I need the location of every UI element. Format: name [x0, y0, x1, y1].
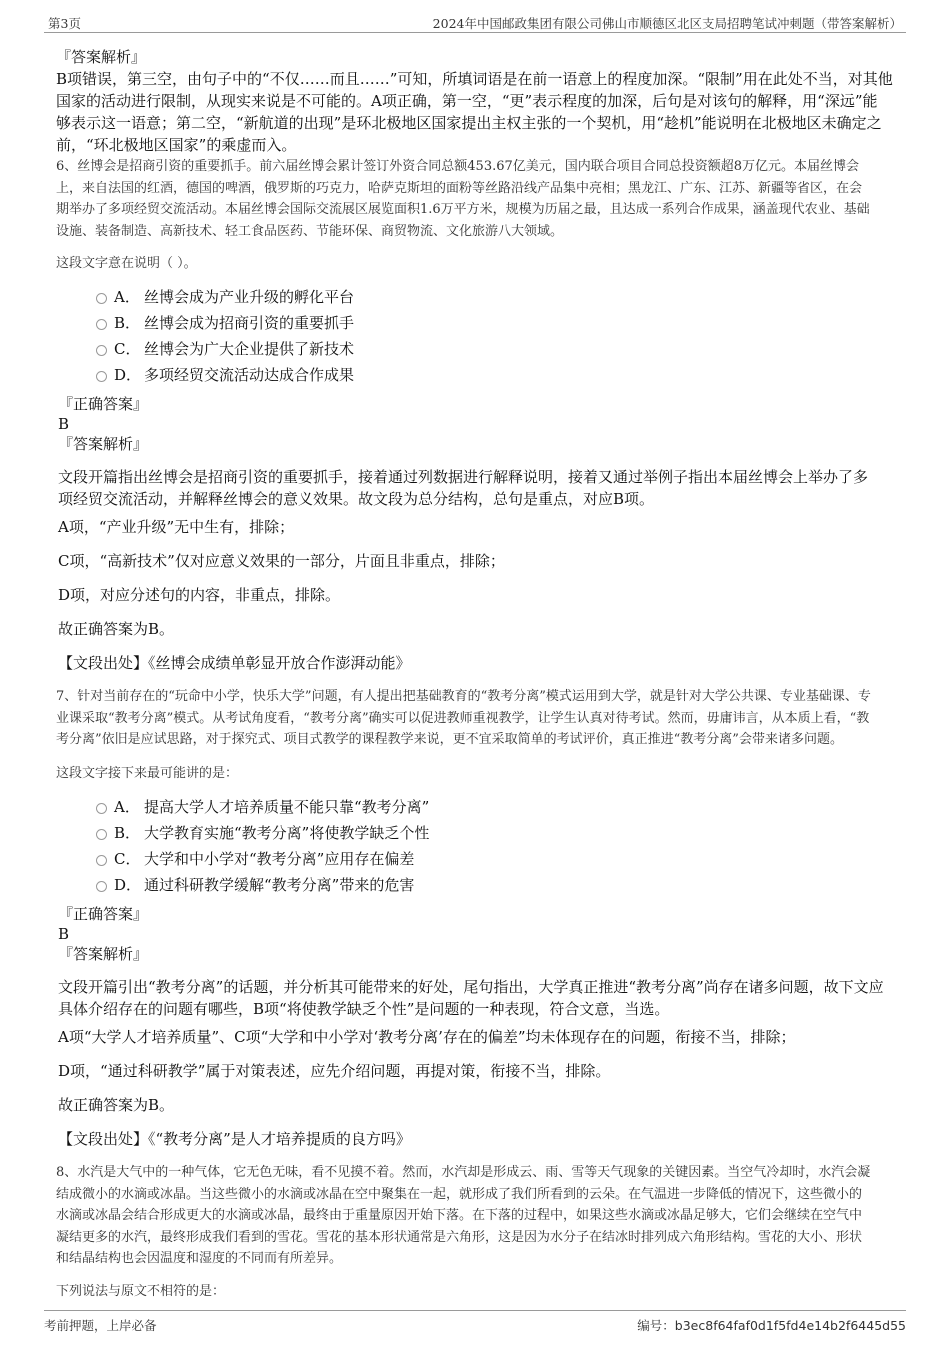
- option-d[interactable]: D． 多项经贸交流活动达成合作成果: [56, 362, 896, 388]
- correct-label: 『正确答案』: [58, 395, 149, 413]
- explain-label: 『答案解析』: [58, 945, 149, 963]
- question-7-options: [56, 794, 896, 898]
- footer-code: 编号：b3ec8f64faf0d1f5fd4e14b2f6445d55: [637, 1318, 906, 1333]
- footer-slogan: 考前押题，上岸必备: [44, 1318, 157, 1333]
- question-text: 6、丝博会是招商引资的重要抓手。前六届丝博会累计签订外资合同总额453.67亿美元，国内联合项目合同总投资额超8万亿元。本届丝博会: [56, 159, 860, 174]
- question-text: 设施、装备制造、高新技术、轻工食品医药、节能环保、商贸物流、文化旅游八大领域。: [56, 223, 564, 239]
- question-7-answer: [58, 904, 898, 964]
- correct-answer: B: [58, 925, 70, 943]
- question-6-explanation: 文段开篇指出丝博会是招商引资的重要抓手，接着通过列数据进行解释说明，接着又通过举例子指出本届丝博会上举办了多 项经贸交流活动，并解释丝博会的意义效果。故文段为总分结构，总句是重点，对应B项。: [58, 468, 869, 508]
- explain-line: 够表示这一语意；第二空，“新航道的出现”是环北极地区国家提出主权主张的一个契机，用“趁机”能说明在北极地区未确定之: [56, 114, 882, 132]
- correct-answer: B: [58, 415, 70, 433]
- question-text: 期举办了多项经贸交流活动。本届丝博会国际交流展区展览面积1.6万平方米，规模为历届之最，且达成一系列合作成果，涵盖现代农业、基础: [56, 202, 870, 217]
- option-b[interactable]: B． 大学教育实施“教考分离”将使教学缺乏个性: [56, 820, 896, 846]
- explain-line: B项错误，第三空，由句子中的“不仅……而且……”可知，所填词语是在前一语意上的程度加深。“限制”用在此处不当，对其他: [56, 70, 893, 88]
- explain-label: 『答案解析』: [56, 48, 147, 66]
- question-text: 水滴或冰晶会结合形成更大的水滴或冰晶，最终由于重量原因开始下落。在下落的过程中，如果这些水滴或冰晶足够大，它们会继续在空气中: [56, 1208, 863, 1223]
- question-text: 业课采取“教考分离”模式。从考试角度看，“教考分离”确实可以促进教师重视教学，让学生认真对待考试。然而，毋庸讳言，从本质上看，“教: [56, 710, 870, 726]
- explain-line: 国家的活动进行限制，从现实来说是不可能的。A项正确，第一空，“更”表示程度的加深，后句是对该句的解释，用“深远”能: [56, 92, 878, 110]
- question-6: [56, 156, 896, 242]
- radio-icon[interactable]: [96, 881, 107, 892]
- radio-icon[interactable]: [96, 855, 107, 866]
- question-text: 凝结更多的水汽，最终形成我们看到的雪花。雪花的基本形状通常是六角形，这是因为水分子在结冰时排列成六角形结构。雪花的大小、形状: [56, 1229, 863, 1245]
- source-citation: 【文段出处】《“教考分离”是人才培养提质的良方吗》: [58, 1130, 411, 1148]
- question-text: 结成微小的水滴或冰晶。当这些微小的水滴或冰晶在空中聚集在一起，就形成了我们所看到的云朵。在气温进一步降低的情况下，这些微小的: [56, 1186, 863, 1202]
- question-8-prompt: 下列说法与原文不相符的是：: [56, 1284, 226, 1299]
- document-title: 2024年中国邮政集团有限公司佛山市顺德区北区支局招聘笔试冲刺题（带答案解析）: [432, 16, 902, 31]
- question-6-options: [56, 284, 896, 388]
- explain-label: 『答案解析』: [58, 435, 149, 453]
- page-number: 第3页: [48, 16, 81, 31]
- option-c[interactable]: C． 丝博会为广大企业提供了新技术: [56, 336, 896, 362]
- question-text: 考分离”依旧是应试思路，对于探究式、项目式教学的课程教学来说，更不宜采取简单的考试评价，真正推进“教考分离”会带来诸多问题。: [56, 732, 843, 747]
- question-7-prompt: 这段文字接下来最可能讲的是：: [56, 766, 239, 781]
- radio-icon[interactable]: [96, 345, 107, 356]
- page-footer: [44, 1310, 906, 1335]
- radio-icon[interactable]: [96, 371, 107, 382]
- question-8: [56, 1162, 896, 1270]
- option-a[interactable]: A． 丝博会成为产业升级的孵化平台: [56, 284, 896, 310]
- option-b[interactable]: B． 丝博会成为招商引资的重要抓手: [56, 310, 896, 336]
- option-c[interactable]: C． 大学和中小学对“教考分离”应用存在偏差: [56, 846, 896, 872]
- source-citation: 【文段出处】《丝博会成绩单彰显开放合作澎湃动能》: [58, 654, 411, 672]
- radio-icon[interactable]: [96, 319, 107, 330]
- explain-line: 前，“环北极地区国家”的乘虚而入。: [56, 136, 297, 154]
- question-7: [56, 686, 896, 751]
- option-a[interactable]: A． 提高大学人才培养质量不能只靠“教考分离”: [56, 794, 896, 820]
- radio-icon[interactable]: [96, 829, 107, 840]
- correct-label: 『正确答案』: [58, 905, 149, 923]
- question-7-explanation: 文段开篇引出“教考分离”的话题，并分析其可能带来的好处，尾句指出，大学真正推进“教考分离”尚存在诸多问题，故下文应 具体介绍存在的问题有哪些，B项“将使教学缺乏个性”是问题的一种表现，符合文意，当选。: [58, 978, 884, 1018]
- question-text: 和结晶结构也会因温度和湿度的不同而有所差异。: [56, 1251, 343, 1266]
- question-text: 上，来自法国的红酒，德国的啤酒，俄罗斯的巧克力，哈萨克斯坦的面粉等丝路沿线产品集中亮相；黑龙江、广东、江苏、新疆等省区，在会: [56, 180, 863, 196]
- radio-icon[interactable]: [96, 803, 107, 814]
- option-d[interactable]: D． 通过科研教学缓解“教考分离”带来的危害: [56, 872, 896, 898]
- question-6-prompt: 这段文字意在说明（ ）。: [56, 256, 197, 271]
- page-header: [44, 12, 906, 33]
- radio-icon[interactable]: [96, 293, 107, 304]
- prev-explanation: [56, 46, 896, 156]
- question-6-answer: [58, 394, 898, 454]
- question-text: 7、针对当前存在的“玩命中小学，快乐大学”问题，有人提出把基础教育的“教考分离”模式运用到大学，就是针对大学公共课、专业基础课、专: [56, 689, 871, 704]
- question-text: 8、水汽是大气中的一种气体，它无色无味，看不见摸不着。然而，水汽却是形成云、雨、雪等天气现象的关键因素。当空气冷却时，水汽会凝: [56, 1165, 871, 1180]
